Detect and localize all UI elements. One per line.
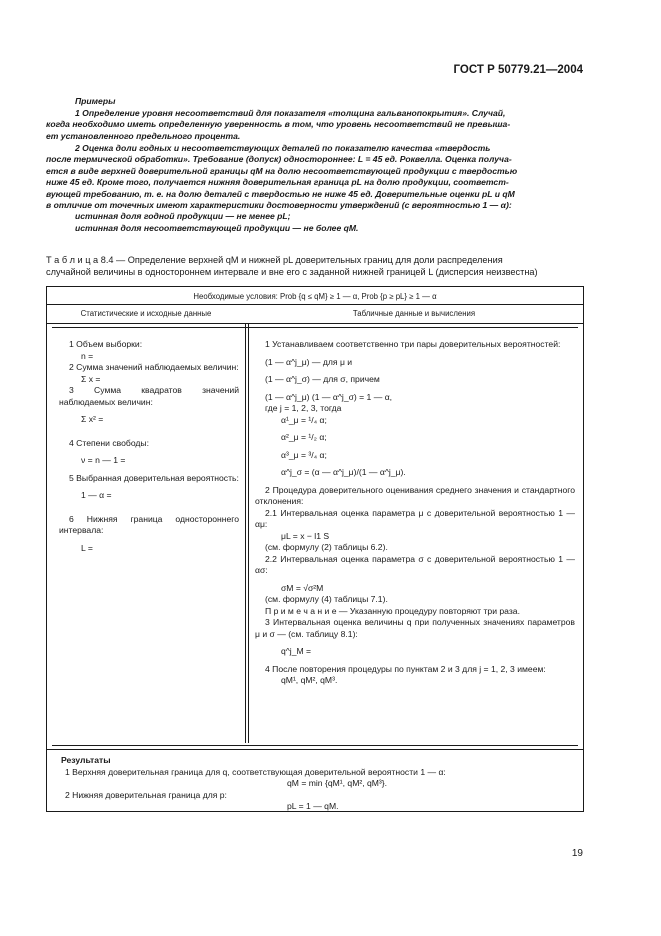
table-caption-line-1: Т а б л и ц а 8.4 — Определение верхней qM и нижней pL доверительных границ для доли распределения [46,255,503,265]
example-2-line-5: вующей требованию, т. е. на долю деталей с твердостью не ниже 45 ед. Доверительные оценки pL и qM [46,188,515,199]
example-2-line-6: в отличие от точечных имеют характеристики достоверности утверждений (с вероятностью 1 — α): [46,200,512,211]
right-step: 2.1 Интервальная оценка параметра μ с доверительной вероятностью 1 — αμ: [255,507,575,529]
left-item: 3 Сумма квадратов значений наблюдаемых величин: [59,385,239,407]
example-1 [46,108,582,142]
spacer [59,426,239,438]
column-header-right: Табличные данные и вычисления [352,309,476,318]
results-section [57,755,577,813]
example-2-line-3: ется в виде верхней доверительной границы qM на долю несоответствующей продукции с твердостью [46,165,518,176]
right-formula: α¹_μ = ¹/₄ α; [281,414,327,425]
right-note: П р и м е ч а н и е — Указанную процедуру повторяют три раза. [265,605,520,616]
left-value: ν = n — 1 = [81,455,126,465]
example-1-line-1: 1 Определение уровня несоответствий для показателя «толщина гальванопокрытия». Случай, [75,108,506,118]
column-divider [245,323,246,743]
result-item: 2 Нижняя доверительная граница для p: [65,789,227,800]
table-caption [46,254,586,278]
table-rule [47,323,583,324]
right-step: 1 Устанавливаем соответственно три пары доверительных вероятностей: [265,339,561,349]
table-caption-line-2: случайной величины в одностороннем интервале и вне его с заданной нижней границей L (дисперсия неизвестна) [46,267,538,277]
table-8-4 [46,286,584,812]
right-step: 3 Интервальная оценка величины q при полученных значениях параметров μ и σ — (см. таблицу 8.1): [255,617,575,639]
right-step: 4 После повторения процедуры по пунктам 2 и 3 для j = 1, 2, 3 имеем: [265,663,546,674]
example-2-line-4: ниже 45 ед. Кроме того, получается нижняя доверительная граница pL на долю продукции, соответст- [46,177,509,188]
example-2-line-7: истинная доля годной продукции — не менее pL; [75,211,291,222]
right-step: 2.2 Интервальная оценка параметра σ с доверительной вероятностью 1 — ασ: [255,553,575,575]
right-formula: α^j_σ = (α — α^j_μ)/(1 — α^j_μ). [281,467,406,477]
column-header-left: Статистические и исходные данные [80,309,212,318]
result-formula: pL = 1 — qM. [287,801,339,811]
right-formula: μL = x − l1 S [281,530,330,541]
table-rule [47,304,583,305]
left-item: 4 Степени свободы: [69,437,149,448]
table-rule [47,749,583,750]
right-formula: σM = √σ²M [281,582,324,593]
right-formula: α³_μ = ³/₄ α; [281,449,327,460]
result-formula: qM = min {qM¹, qM², qM³}. [287,778,388,788]
example-2-line-1: 2 Оценка доли годных и несоответствующих деталей по показателю качества «твердость [75,143,491,153]
right-text: где j = 1, 2, 3, тогда [265,403,342,413]
left-value: 1 — α = [81,490,112,500]
examples-title: Примеры [75,96,116,106]
table-rule [52,327,578,328]
example-1-line-2: когда необходимо иметь определенную уверенность в том, что уровень несоответствий не превыша- [46,119,511,130]
right-text: (см. формулу (2) таблицы 6.2). [265,542,388,552]
example-2 [46,143,582,234]
right-formula: (1 — α^j_μ) (1 — α^j_σ) = 1 — α, [265,391,393,402]
left-item: 1 Объем выборки: [69,339,143,349]
right-formula: q^j_M = [281,646,312,656]
examples-title-block [46,96,582,107]
left-value: n = [81,350,94,361]
left-item: 5 Выбранная доверительная вероятность: [69,472,239,483]
column-divider [248,323,249,743]
document-header: ГОСТ Р 50779.21—2004 [453,64,583,76]
right-text: (см. формулу (4) таблицы 7.1). [265,594,388,604]
result-item: 1 Верхняя доверительная граница для q, соответствующая доверительной вероятности 1 — α: [65,766,446,777]
page-number: 19 [571,848,583,859]
example-2-line-2: после термической обработки». Требование (допуск) одностороннее: L = 45 ед. Роквелла. Оценка получа- [46,154,512,165]
right-formula: α²_μ = ¹/₂ α; [281,432,327,442]
left-column [59,339,239,554]
example-1-line-3: ет установленного предельного процента. [46,130,241,141]
example-2-line-8: истинная доля несоответствующей продукции — не более qM. [75,222,359,233]
table-rule [52,745,578,746]
results-title: Результаты [61,755,111,765]
left-value: Σ x² = [81,414,104,424]
left-value: L = [81,542,93,553]
right-step: 2 Процедура доверительного оценивания среднего значения и стандартного отклонения: [255,484,575,506]
spacer [59,502,239,514]
right-column [255,339,575,687]
left-item: 6 Нижняя граница одностороннего интервала: [59,513,239,535]
left-value: Σ x = [81,373,101,384]
right-formula: (1 — α^j_σ) — для σ, причем [265,374,380,384]
right-formula: qM¹, qM², qM³. [281,675,338,685]
left-item: 2 Сумма значений наблюдаемых величин: [69,362,239,372]
right-formula: (1 — α^j_μ) — для μ и [265,356,353,367]
table-conditions: Необходимые условия: Prob {q ≤ qM} ≥ 1 — α, Prob {p ≥ pL} ≥ 1 — α [193,292,437,301]
